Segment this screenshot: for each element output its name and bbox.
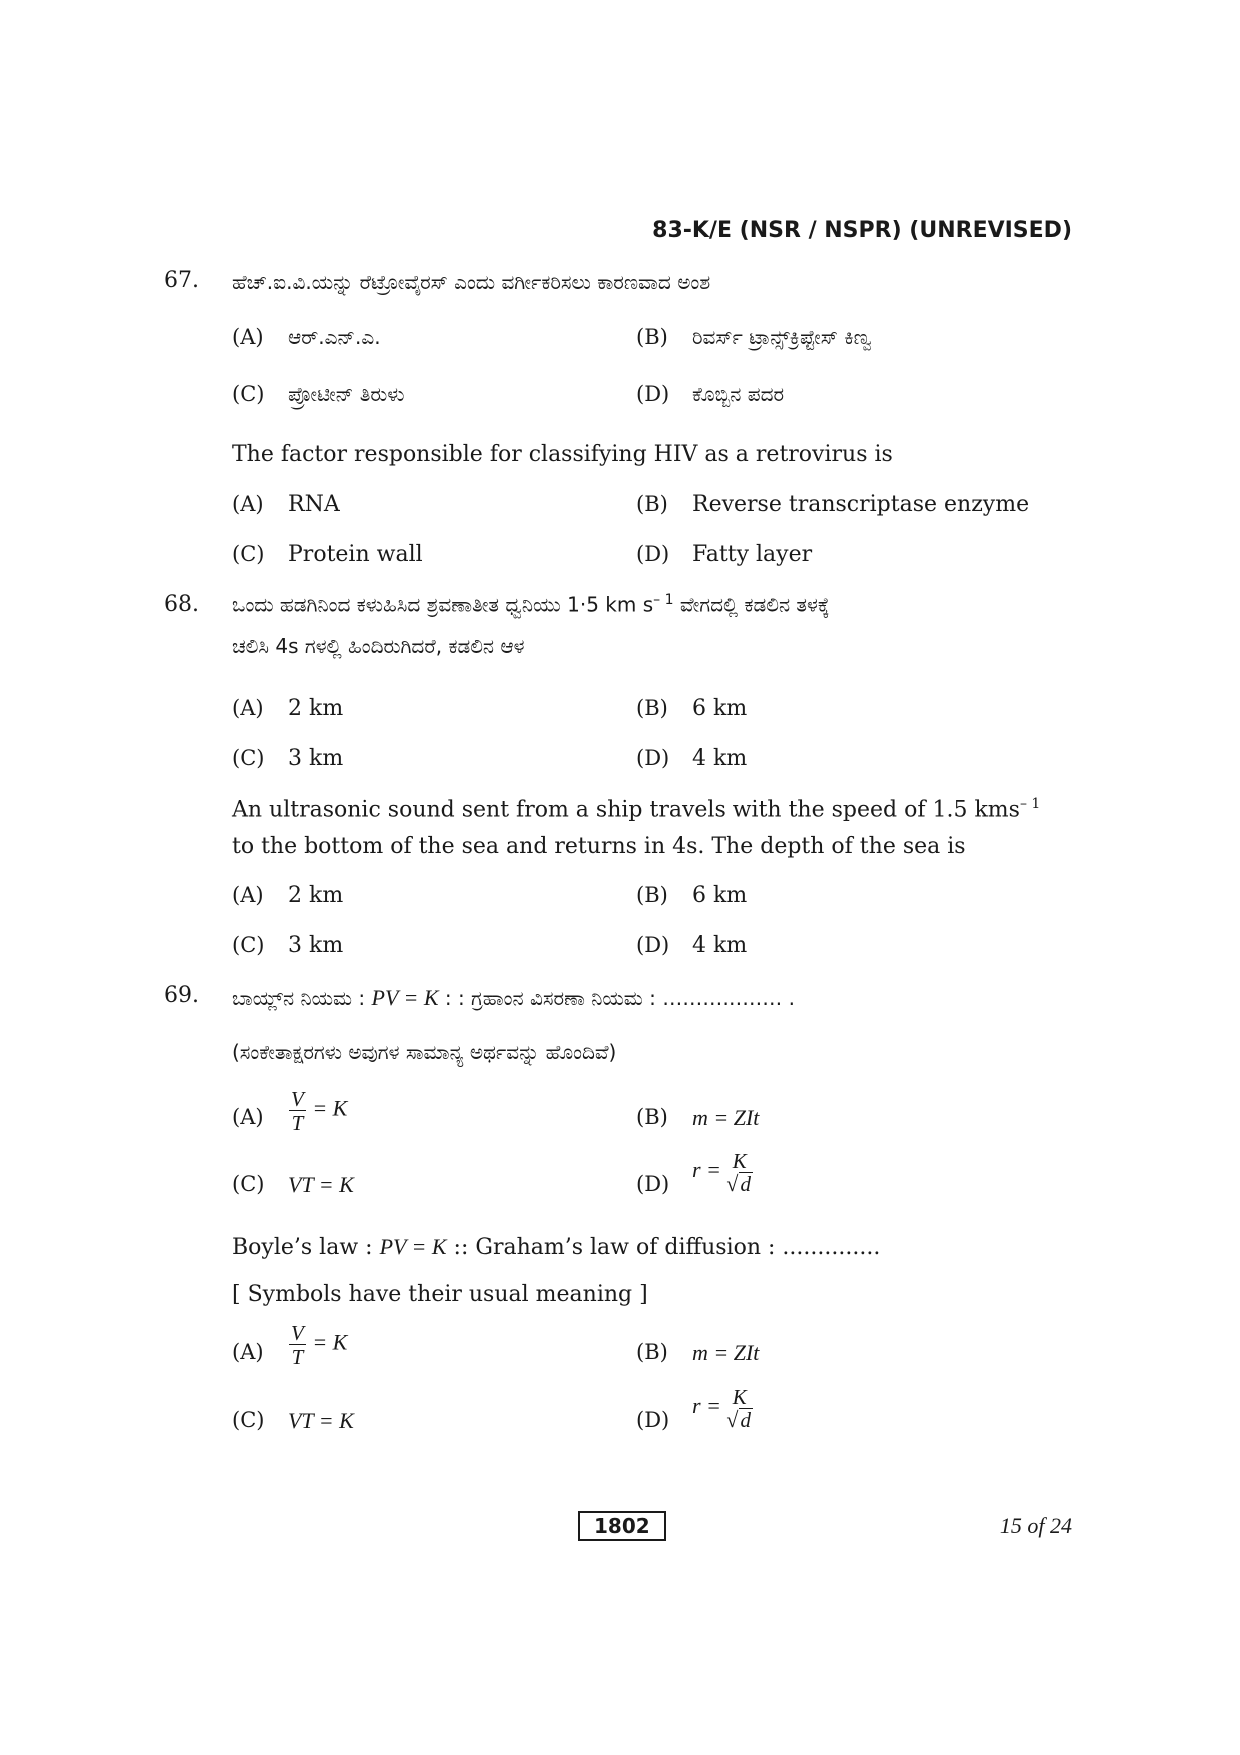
fraction: K √ d [726,1149,751,1197]
paper-code: 83-K/E (NSR / NSPR) (UNREVISED) [652,218,1072,243]
q69-kn-option-d: r = K √ d [692,1149,751,1197]
q67-kn-option-d: ಕೊಬ್ಬಿನ ಪದರ [692,382,785,406]
q67-english-stem: The factor responsible for classifying HIV as a retrovirus is [232,442,893,467]
q68-kannada-stem-line1: ಒಂದು ಹಡಗಿನಿಂದ ಕಳುಹಿಸಿದ ಶ್ರವಣಾತೀತ ಧ್ವನಿಯು 1·5 km $s^{- 1}$ ವೇಗದಲ್ಲಿ ಕಡಲಿನ ತಳಕ್ಕೆ [232,592,830,617]
q68-en-superscript: – 1 [1019,796,1041,812]
q68-en-option-b-label: (B) [636,883,668,907]
q69-kn-option-c-label: (C) [232,1172,265,1196]
q68-kn-option-b: 6 km [692,696,748,721]
q68-kn-option-b-label: (B) [636,696,668,720]
q67-en-option-c-label: (C) [232,542,265,566]
q68-kn-option-a-label: (A) [232,696,264,720]
q69-en-option-d-label: (D) [636,1408,670,1432]
q69-en-option-b: m = ZIt [692,1340,760,1365]
q69-kn-option-c: VT = K [288,1172,354,1197]
q69-en-option-c: VT = K [288,1408,354,1433]
q69-en-option-d: r = K √ d [692,1385,751,1433]
fraction: K √ d [726,1385,751,1433]
q69-kn-option-d-label: (D) [636,1172,670,1196]
q68-en-option-d: 4 km [692,933,748,958]
q67-en-option-b: Reverse transcriptase enzyme [692,492,1030,517]
q67-en-option-d-label: (D) [636,542,670,566]
booklet-number-box: 1802 [578,1511,666,1541]
q68-en-option-c-label: (C) [232,933,265,957]
question-number-69: 69. [164,983,199,1008]
q68-kn-superscript: – 1 [653,592,674,608]
q67-kn-option-b-label: (B) [636,325,668,349]
q68-en-option-b: 6 km [692,883,748,908]
q68-kn-option-a: 2 km [288,696,344,721]
q68-en-option-a: 2 km [288,883,344,908]
q68-english-stem-line1: An ultrasonic sound sent from a ship travels with the speed of 1.5 kms$^{- 1}$ [232,796,1041,823]
q67-kn-option-a: ಆರ್.ಎನ್.ಎ. [288,325,381,349]
q67-en-option-a-label: (A) [232,492,264,516]
square-root-icon: √ d [726,1171,751,1197]
q68-kn-option-c: 3 km [288,746,344,771]
q67-kn-option-a-label: (A) [232,325,264,349]
q67-kn-option-b: ರಿವರ್ಸ್ ಟ್ರಾನ್ಸ್‌ಕ್ರಿಪ್ಟೇಸ್ ಕಿಣ್ವ [692,325,872,349]
q69-en-option-a: $\frac{V}{T}$ = K [288,1322,347,1368]
q68-kn-option-c-label: (C) [232,746,265,770]
q69-en-option-c-label: (C) [232,1408,265,1432]
fraction: $\frac{V}{T}$ [288,1088,307,1134]
q68-en-option-a-label: (A) [232,883,264,907]
q68-kn-option-d-label: (D) [636,746,670,770]
q69-english-stem: Boyle’s law : PV = K :: Graham’s law of diffusion : .............. [232,1234,881,1260]
q67-kn-option-c-label: (C) [232,382,265,406]
question-number-68: 68. [164,592,199,617]
q69-en-option-a-label: (A) [232,1340,264,1364]
q67-en-option-a: RNA [288,492,340,517]
q69-kn-option-a: $\frac{V}{T}$ = K [288,1088,347,1134]
q68-en-option-d-label: (D) [636,933,670,957]
q69-kn-boyle-formula: PV = K [371,985,439,1010]
q69-kn-option-b-label: (B) [636,1105,668,1129]
square-root-icon: √ d [726,1407,751,1433]
q69-english-note: [ Symbols have their usual meaning ] [232,1282,648,1307]
page-number: 15 of 24 [999,1513,1072,1538]
fraction: $\frac{V}{T}$ [288,1322,307,1368]
q67-en-option-d: Fatty layer [692,542,813,567]
q69-kn-option-b: m = ZIt [692,1105,760,1130]
q67-kn-option-c: ಪ್ರೋಟೀನ್ ತಿರುಳು [288,382,405,406]
q68-kannada-stem-line2: ಚಲಿಸಿ 4s ಗಳಲ್ಲಿ ಹಿಂದಿರುಗಿದರೆ, ಕಡಲಿನ ಆಳ [232,634,525,658]
q69-en-option-b-label: (B) [636,1340,668,1364]
q67-en-option-c: Protein wall [288,542,423,567]
q69-kannada-note: (ಸಂಕೇತಾಕ್ಷರಗಳು ಅವುಗಳ ಸಾಮಾನ್ಯ ಅರ್ಥವನ್ನು ಹೊಂದಿವೆ) [232,1040,617,1064]
q68-en-option-c: 3 km [288,933,344,958]
q69-kannada-stem: ಬಾಯ್ಲ್‌ನ ನಿಯಮ : PV = K : : ಗ್ರಹಾಂನ ವಿಸರಣಾ ನಿಯಮ : ……………… . [232,985,795,1010]
q67-en-option-b-label: (B) [636,492,668,516]
q69-en-boyle-formula: PV = K [379,1234,447,1259]
q69-kn-option-a-label: (A) [232,1105,264,1129]
q67-kn-option-d-label: (D) [636,382,670,406]
q67-kannada-stem: ಹೆಚ್.ಐ.ವಿ.ಯನ್ನು ರೆಟ್ರೋವೈರಸ್ ಎಂದು ವರ್ಗೀಕರಿಸಲು ಕಾರಣವಾದ ಅಂಶ [232,270,711,294]
q68-kn-option-d: 4 km [692,746,748,771]
question-number-67: 67. [164,268,199,293]
q68-english-stem-line2: to the bottom of the sea and returns in 4s. The depth of the sea is [232,834,966,859]
